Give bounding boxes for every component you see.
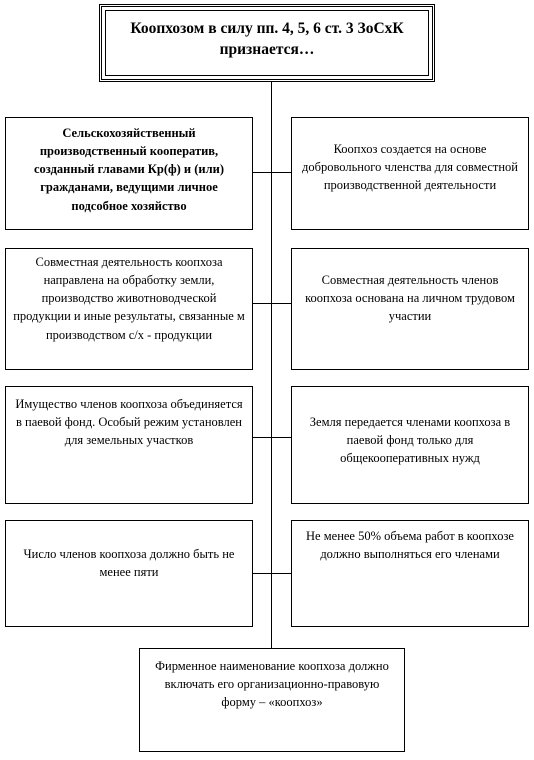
right-box-3 [291, 386, 529, 504]
left-box-1 [5, 117, 253, 230]
right-box-2-text: Совместная деятельность членов коопхоза основана на личном трудовом участии [305, 273, 515, 324]
right-box-3-text: Земля передается членами коопхоза в паевой фонд только для общекооперативных нужд [309, 415, 511, 466]
left-box-1-text: Сельскохозяйственный производственный кооператив, созданный главами Кр(ф) и (или) гражданами, ведущими личное подсобное хозяйство [34, 126, 224, 213]
left-box-4-text: Число членов коопхоза должно быть не менее пяти [23, 547, 235, 580]
right-box-4 [291, 520, 529, 627]
diagram-title-text: Коопхозом в силу пп. 4, 5, 6 ст. 3 ЗоСхК признается… [130, 20, 404, 58]
left-box-2 [5, 248, 253, 370]
left-box-4 [5, 520, 253, 627]
left-box-3 [5, 386, 253, 504]
right-box-1 [291, 117, 529, 230]
connector-spine [271, 82, 272, 648]
connector-row-1 [253, 172, 291, 173]
connector-row-3 [253, 437, 291, 438]
diagram-title [99, 4, 435, 82]
right-box-2 [291, 248, 529, 370]
left-box-2-text: Совместная деятельность коопхоза направлена на обработку земли, производство животноводческой продукции и иные результаты, связанные м производством с/х - продукции [13, 255, 245, 342]
right-box-1-text: Коопхоз создается на основе добровольного членства для совместной производственной деятельности [302, 142, 518, 193]
left-box-3-text: Имущество членов коопхоза объединяется в паевой фонд. Особый режим установлен для земельных участков [15, 397, 243, 448]
bottom-box-text: Фирменное наименование коопхоза должно включать его организационно-правовую форму – «коопхоз» [155, 659, 389, 710]
connector-row-4 [253, 573, 291, 574]
right-box-4-text: Не менее 50% объема работ в коопхозе должно выполняться его членами [306, 529, 514, 562]
connector-row-2 [253, 303, 291, 304]
bottom-box [139, 648, 405, 752]
